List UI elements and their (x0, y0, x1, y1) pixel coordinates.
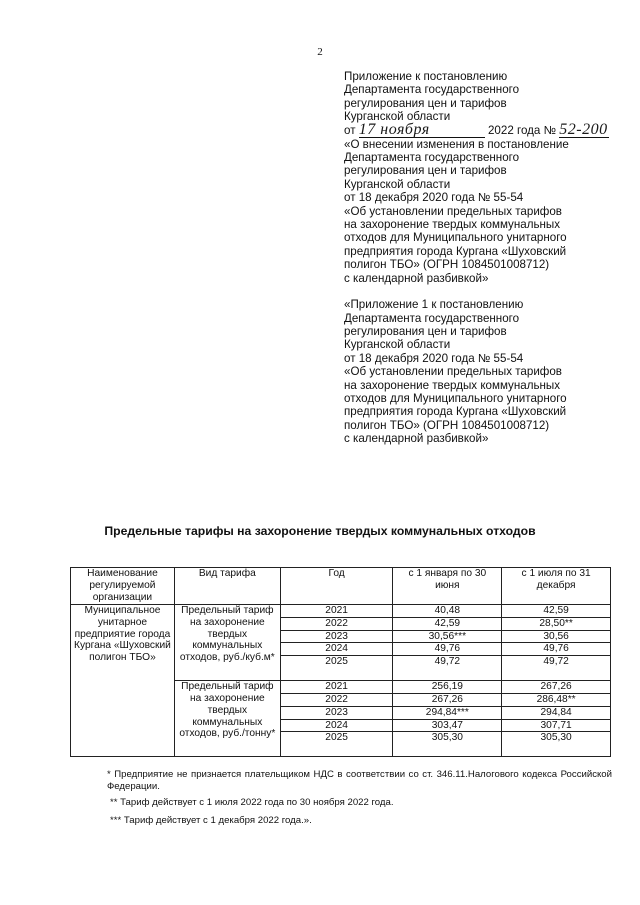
footnote-tariff-period-1: ** Тариф действует с 1 июля 2022 года по 30 ноября 2022 года. (110, 797, 394, 808)
appendix-line: Департамента государственного (344, 83, 520, 97)
handwritten-date: 17 ноября (359, 124, 485, 138)
organization-cell: Муниципальное унитарное предприятие города Кургана «Шуховский полигон ТБО» (71, 605, 175, 757)
handwritten-number: 52-200 (559, 120, 608, 138)
tariffs-table (70, 567, 611, 757)
value-cell: 49,76 (393, 643, 502, 656)
date-prefix: от (344, 123, 356, 137)
tariff-kind-cell: Предельный тариф на захоронение твердых коммунальных отходов, руб./тонну* (174, 681, 280, 757)
amendment-line: «О внесении изменения в постановление (344, 137, 569, 151)
table-header-row (71, 568, 611, 605)
year-cell: 2023 (280, 706, 393, 719)
amendment-title (344, 138, 614, 285)
appendix-line: Приложение к постановлению (344, 70, 508, 83)
year-cell: 2022 (280, 693, 393, 706)
footnote-tariff-period-2: *** Тариф действует с 1 декабря 2022 года.». (110, 815, 312, 826)
amendment-line: «Об установлении предельных тарифов (344, 204, 562, 218)
amendment-line: полигон ТБО» (ОГРН 1084501008712) (344, 258, 550, 272)
annex-line: предприятия города Кургана «Шуховский (344, 405, 567, 419)
year-cell: 2023 (280, 630, 393, 643)
appendix-line: Курганской области (344, 110, 451, 124)
value-cell: 303,47 (393, 719, 502, 732)
amendment-line: с календарной разбивкой» (344, 271, 489, 285)
value-cell: 256,19 (393, 681, 502, 694)
value-cell: 49,76 (502, 643, 611, 656)
value-cell: 49,72 (393, 656, 502, 681)
appendix-header (344, 70, 614, 446)
annex-line: от 18 декабря 2020 года № 55-54 (344, 351, 524, 365)
value-cell: 305,30 (393, 732, 502, 757)
value-cell: 28,50** (502, 617, 611, 630)
table-title: Предельные тарифы на захоронение твердых коммунальных отходов (104, 524, 536, 538)
value-cell: 286,48** (502, 693, 611, 706)
value-cell: 40,48 (393, 605, 502, 618)
annex-line: регулирования цен и тарифов (344, 324, 507, 338)
page-number: 2 (317, 46, 323, 58)
year-cell: 2024 (280, 643, 393, 656)
year-cell: 2024 (280, 719, 393, 732)
header-first-half: с 1 января по 30 июня (393, 568, 502, 605)
value-cell: 42,59 (502, 605, 611, 618)
tariff-kind-cell: Предельный тариф на захоронение твердых коммунальных отходов, руб./куб.м* (174, 605, 280, 681)
year-cell: 2021 (280, 605, 393, 618)
annex-title (344, 298, 614, 445)
appendix-line: регулирования цен и тарифов (344, 96, 507, 110)
year-cell: 2021 (280, 681, 393, 694)
year-cell: 2022 (280, 617, 393, 630)
annex-line: отходов для Муниципального унитарного (344, 391, 567, 405)
value-cell: 267,26 (393, 693, 502, 706)
amendment-line: Курганской области (344, 177, 451, 191)
year-cell: 2025 (280, 732, 393, 757)
value-cell: 30,56*** (393, 630, 502, 643)
annex-line: на захоронение твердых коммунальных (344, 378, 561, 392)
value-cell: 267,26 (502, 681, 611, 694)
year-cell: 2025 (280, 656, 393, 681)
footnote-vat: * Предприятие не признается плательщиком НДС в соответствии со ст. 346.11.Налогового кодекса Российской Федерации. (107, 769, 612, 792)
value-cell: 49,72 (502, 656, 611, 681)
annex-line: Курганской области (344, 338, 451, 352)
amendment-line: предприятия города Кургана «Шуховский (344, 244, 567, 258)
annex-line: полигон ТБО» (ОГРН 1084501008712) (344, 418, 550, 432)
header-tariff-kind: Вид тарифа (174, 568, 280, 605)
annex-line: «Об установлении предельных тарифов (344, 365, 562, 379)
amendment-line: на захоронение твердых коммунальных (344, 218, 561, 232)
value-cell: 30,56 (502, 630, 611, 643)
annex-line: Департамента государственного (344, 311, 520, 325)
annex-line: «Приложение 1 к постановлению (344, 298, 524, 312)
value-cell: 294,84 (502, 706, 611, 719)
amendment-line: регулирования цен и тарифов (344, 164, 507, 178)
header-organization: Наименование регулируемой организации (71, 568, 175, 605)
amendment-line: от 18 декабря 2020 года № 55-54 (344, 191, 524, 205)
amendment-line: отходов для Муниципального унитарного (344, 231, 567, 245)
value-cell: 42,59 (393, 617, 502, 630)
amendment-line: Департамента государственного (344, 151, 520, 165)
header-year: Год (280, 568, 393, 605)
table-row (71, 605, 611, 618)
value-cell: 305,30 (502, 732, 611, 757)
annex-line: с календарной разбивкой» (344, 432, 489, 446)
footnotes (107, 769, 612, 827)
value-cell: 294,84*** (393, 706, 502, 719)
header-second-half: с 1 июля по 31 декабря (502, 568, 611, 605)
date-year: 2022 года № (487, 123, 557, 137)
value-cell: 307,71 (502, 719, 611, 732)
decree-date-line (344, 120, 614, 138)
